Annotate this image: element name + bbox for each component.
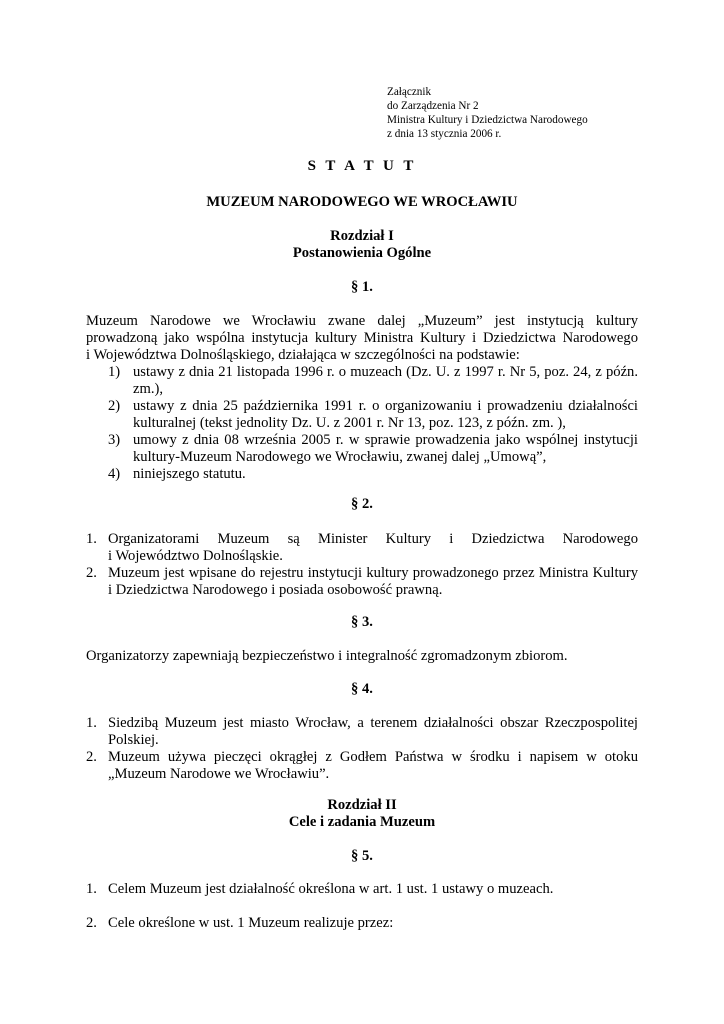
list-item-number: 3)	[108, 432, 121, 448]
list-item-text: zm.),	[133, 381, 163, 397]
list-item-number: 1.	[86, 715, 97, 731]
section-heading: § 4.	[351, 681, 373, 697]
list-item-text: Siedzibą Muzeum jest miasto Wrocław, a terenem działalności obszar Rzeczpospolitej	[108, 715, 638, 731]
annex-line: z dnia 13 stycznia 2006 r.	[387, 127, 502, 140]
annex-line: do Zarządzenia Nr 2	[387, 99, 479, 112]
list-item-text: Muzeum jest wpisane do rejestru instytucji kultury prowadzonego przez Ministra Kultury	[108, 565, 638, 581]
annex-line: Ministra Kultury i Dziedzictwa Narodowego	[387, 113, 588, 126]
list-item-number: 2.	[86, 915, 97, 931]
list-item-text: kulturalnej (tekst jednolity Dz. U. z 2001 r. Nr 13, poz. 123, z późn. zm. ),	[133, 415, 566, 431]
list-item-number: 2.	[86, 749, 97, 765]
list-item-number: 1.	[86, 881, 97, 897]
annex-note	[387, 86, 588, 142]
list-item-text: ustawy z dnia 21 listopada 1996 r. o muzeach (Dz. U. z 1997 r. Nr 5, poz. 24, z późn.	[133, 364, 638, 380]
chapter-label: Rozdział II	[327, 797, 397, 813]
paragraph-line: prowadzoną jako wspólna instytucja kultury Ministra Kultury i Dziedzictwa Narodowego	[86, 330, 638, 346]
list-item-number: 4)	[108, 466, 121, 482]
list-item-text: i Dziedzictwa Narodowego i posiada osobowość prawną.	[108, 582, 443, 598]
list-item-text: Cele określone w ust. 1 Muzeum realizuje przez:	[108, 915, 394, 931]
list-item-text: Organizatorami Muzeum są Minister Kultury i Dziedzictwa Narodowego	[108, 531, 638, 547]
list-item-text: „Muzeum Narodowe we Wrocławiu”.	[108, 766, 330, 782]
chapter-name: Cele i zadania Muzeum	[288, 814, 436, 830]
list-item-number: 1)	[108, 364, 121, 380]
section-heading: § 3.	[351, 614, 373, 630]
document-title: S T A T U T	[307, 158, 417, 174]
chapter-label: Rozdział I	[330, 228, 394, 244]
paragraph-line: Organizatorzy zapewniają bezpieczeństwo i integralność zgromadzonym zbiorom.	[86, 648, 568, 664]
document-subtitle: MUZEUM NARODOWEGO WE WROCŁAWIU	[206, 194, 518, 210]
list-item-text: i Województwo Dolnośląskie.	[108, 548, 283, 564]
section-heading: § 5.	[351, 848, 373, 864]
list-item-number: 2.	[86, 565, 97, 581]
list-item-text: kultury-Muzeum Narodowego we Wrocławiu, zwanej dalej „Umową”,	[133, 449, 547, 465]
paragraph-line: i Województwa Dolnośląskiego, działająca w szczególności na podstawie:	[86, 347, 520, 363]
list-item-text: niniejszego statutu.	[133, 466, 246, 482]
list-item-text: ustawy z dnia 25 października 1991 r. o organizowaniu i prowadzeniu działalności	[133, 398, 638, 414]
list-item-number: 1.	[86, 531, 97, 547]
section-heading: § 2.	[351, 496, 373, 512]
list-item-text: umowy z dnia 08 września 2005 r. w sprawie prowadzenia jako wspólnej instytucji	[133, 432, 638, 448]
paragraph-line: Muzeum Narodowe we Wrocławiu zwane dalej „Muzeum” jest instytucją kultury	[86, 313, 638, 329]
chapter-name: Postanowienia Ogólne	[292, 245, 432, 261]
list-item-number: 2)	[108, 398, 121, 414]
list-item-text: Muzeum używa pieczęci okrągłej z Godłem Państwa w środku i napisem w otoku	[108, 749, 638, 765]
annex-line: Załącznik	[387, 86, 432, 98]
list-item-text: Celem Muzeum jest działalność określona w art. 1 ust. 1 ustawy o muzeach.	[108, 881, 554, 897]
section-heading: § 1.	[351, 279, 373, 295]
list-item-text: Polskiej.	[108, 732, 159, 748]
